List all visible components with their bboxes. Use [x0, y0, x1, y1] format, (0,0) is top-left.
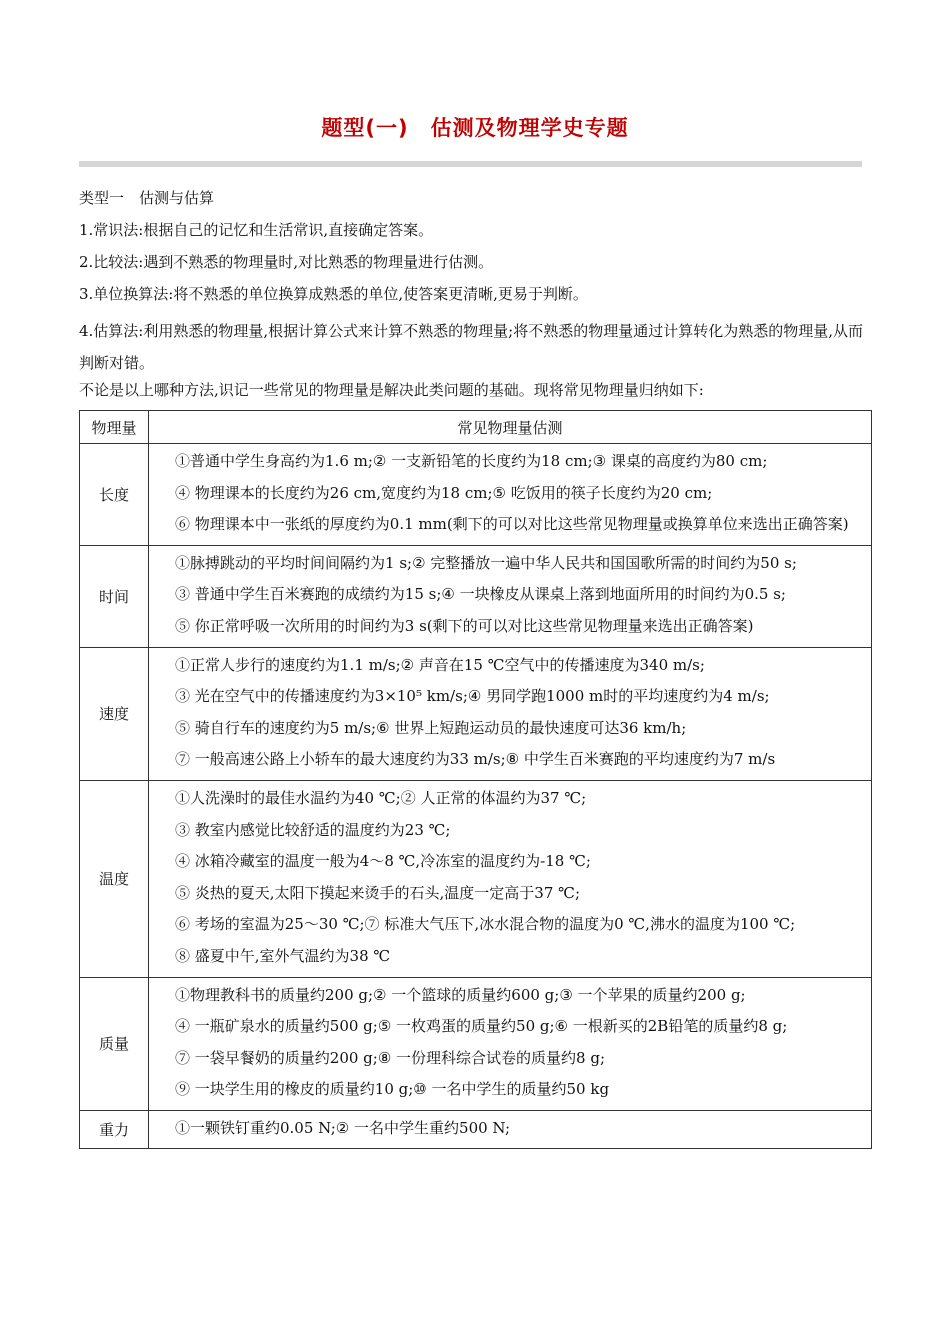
header-quantity: 物理量 [80, 411, 149, 444]
estimate-line: ⑦ 一般高速公路上小轿车的最大速度约为33 m/s;⑧ 中学生百米赛跑的平均速度约为7 m/s [175, 750, 776, 769]
quantity-length: 长度 [80, 444, 149, 546]
estimate-line: ⑥ 物理课本中一张纸的厚度约为0.1 mm(剩下的可以对比这些常见物理量或换算单位来选出正确答案) [175, 515, 849, 534]
estimates-speed [149, 647, 872, 780]
estimate-line: ①一颗铁钉重约0.05 N;② 一名中学生重约500 N; [175, 1118, 511, 1137]
estimate-line: ③ 教室内感觉比较舒适的温度约为23 ℃; [175, 820, 451, 839]
section-heading: 类型一 估测与估算 [79, 189, 215, 207]
estimate-line: ④ 冰箱冷藏室的温度一般为4～8 ℃,冷冻室的温度约为-18 ℃; [175, 852, 591, 871]
table-header-row [80, 411, 872, 444]
estimate-line: ①正常人步行的速度约为1.1 m/s;② 声音在15 ℃空气中的传播速度为340 m/s; [175, 655, 705, 674]
estimate-line: ⑧ 盛夏中午,室外气温约为38 ℃ [175, 946, 391, 965]
table-row [80, 977, 872, 1110]
estimation-table [79, 410, 872, 1149]
estimates-mass [149, 977, 872, 1110]
estimate-line: ③ 普通中学生百米赛跑的成绩约为15 s;④ 一块橡皮从课桌上落到地面所用的时间约为0.5 s; [175, 585, 786, 604]
header-estimates: 常见物理量估测 [149, 411, 872, 444]
estimate-line: ①物理教科书的质量约200 g;② 一个篮球的质量约600 g;③ 一个苹果的质量约200 g; [175, 985, 746, 1004]
table-row [80, 1110, 872, 1149]
quantity-gravity: 重力 [80, 1110, 149, 1149]
estimate-line: ⑤ 炎热的夏天,太阳下摸起来烫手的石头,温度一定高于37 ℃; [175, 883, 580, 902]
table-row [80, 647, 872, 780]
estimate-line: ⑨ 一块学生用的橡皮的质量约10 g;⑩ 一名中学生的质量约50 kg [175, 1080, 610, 1099]
estimate-line: ①脉搏跳动的平均时间间隔约为1 s;② 完整播放一遍中华人民共和国国歌所需的时间约为50 s; [175, 553, 797, 572]
estimate-line: ①普通中学生身高约为1.6 m;② 一支新铅笔的长度约为18 cm;③ 课桌的高度约为80 cm; [175, 452, 768, 470]
method-item: 3.单位换算法:将不熟悉的单位换算成熟悉的单位,使答案更清晰,更易于判断。 [79, 285, 588, 303]
estimate-line: ⑤ 骑自行车的速度约为5 m/s;⑥ 世界上短跑运动员的最快速度可达36 km/h; [175, 718, 687, 737]
quantity-speed: 速度 [80, 647, 149, 780]
estimates-time [149, 545, 872, 647]
estimate-line: ④ 物理课本的长度约为26 cm,宽度约为18 cm;⑤ 吃饭用的筷子长度约为20 cm; [175, 483, 713, 502]
table-row [80, 780, 872, 977]
estimates-gravity [149, 1110, 872, 1149]
method-item: 2.比较法:遇到不熟悉的物理量时,对比熟悉的物理量进行估测。 [79, 253, 494, 271]
quantity-mass: 质量 [80, 977, 149, 1110]
page-title: 题型(一) 估测及物理学史专题 [321, 116, 629, 140]
table-row [80, 545, 872, 647]
intro-text: 不论是以上哪种方法,识记一些常见的物理量是解决此类问题的基础。现将常见物理量归纳如下: [79, 381, 704, 399]
method-item: 1.常识法:根据自己的记忆和生活常识,直接确定答案。 [79, 221, 434, 239]
estimate-line: ①人洗澡时的最佳水温约为40 ℃;② 人正常的体温约为37 ℃; [175, 788, 587, 807]
estimates-length [149, 444, 872, 546]
estimate-line: ⑤ 你正常呼吸一次所用的时间约为3 s(剩下的可以对比这些常见物理量来选出正确答案) [175, 616, 754, 635]
estimate-line: ④ 一瓶矿泉水的质量约500 g;⑤ 一枚鸡蛋的质量约50 g;⑥ 一根新买的2B铅笔的质量约8 g; [175, 1017, 788, 1036]
estimate-line: ⑦ 一袋早餐奶的质量约200 g;⑧ 一份理科综合试卷的质量约8 g; [175, 1048, 606, 1067]
estimates-temperature [149, 780, 872, 977]
table-row [80, 444, 872, 546]
quantity-time: 时间 [80, 545, 149, 647]
estimate-line: ③ 光在空气中的传播速度约为3×10⁵ km/s;④ 男同学跑1000 m时的平均速度约为4 m/s; [175, 687, 770, 706]
quantity-temperature: 温度 [80, 780, 149, 977]
title-divider [79, 161, 862, 167]
method-item: 4.估算法:利用熟悉的物理量,根据计算公式来计算不熟悉的物理量;将不熟悉的物理量通过计算转化为熟悉的物理量,从而判断对错。 [79, 322, 863, 372]
estimate-line: ⑥ 考场的室温为25～30 ℃;⑦ 标准大气压下,冰水混合物的温度为0 ℃,沸水的温度为100 ℃; [175, 915, 796, 934]
